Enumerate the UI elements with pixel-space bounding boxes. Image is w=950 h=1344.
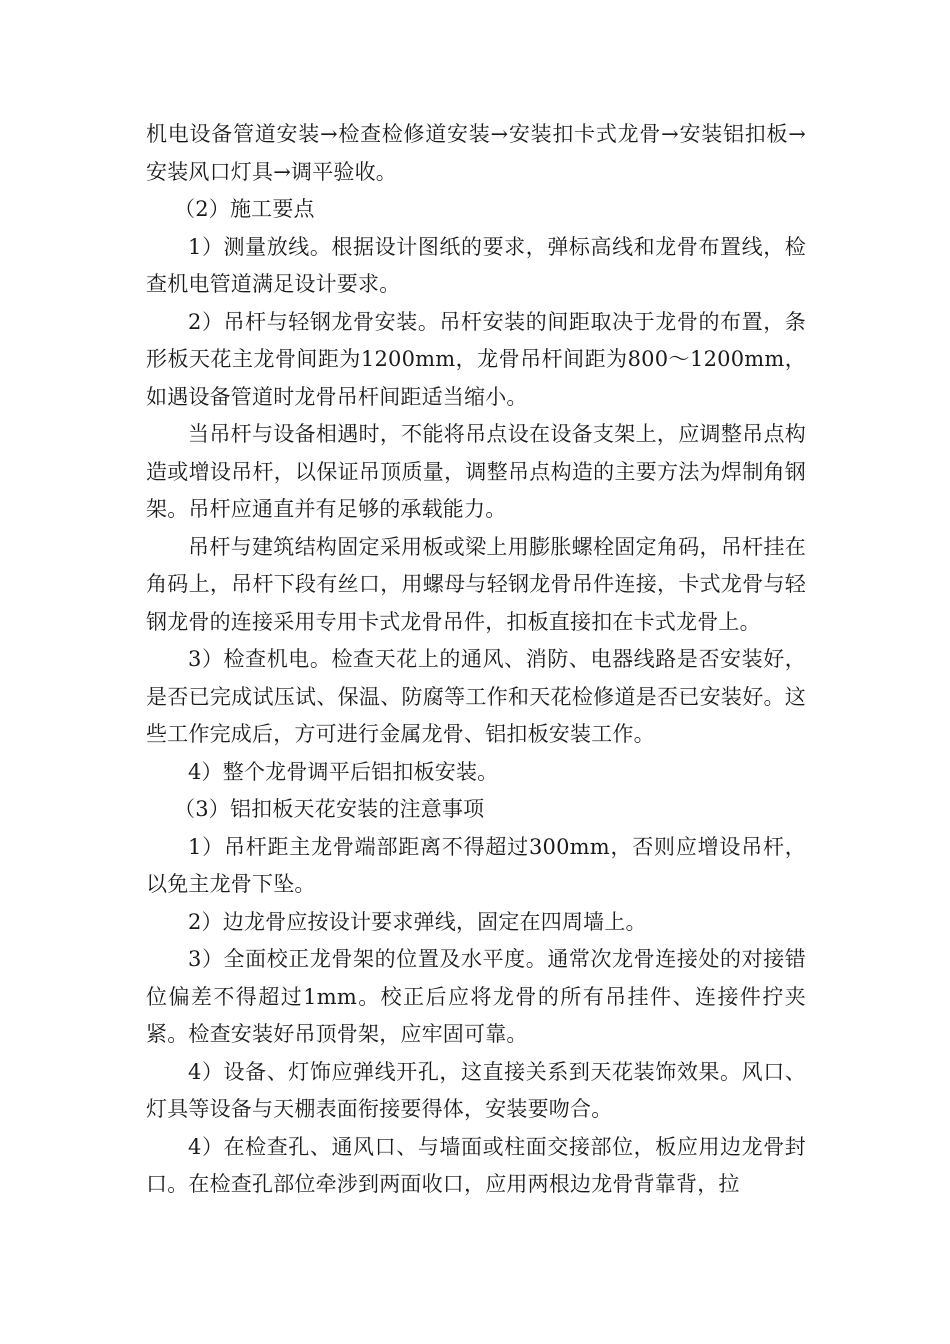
paragraph-hanger-equipment: 当吊杆与设备相遇时，不能将吊点设在设备支架上，应调整吊点构造或增设吊杆，以保证吊顶质量，调整吊点构造的主要方法为焊制角钢架。吊杆应通直并有足够的承载能力。 <box>146 422 806 521</box>
heading-precautions: （3）铝扣板天花安装的注意事项 <box>174 797 485 821</box>
paragraph-hanger-installation: 2）吊杆与轻钢龙骨安装。吊杆安装的间距取决于龙骨的布置，条形板天花主龙骨间距为1200mm，龙骨吊杆间距为800～1200mm，如遇设备管道时龙骨吊杆间距适当缩小。 <box>146 309 806 409</box>
document-body <box>146 116 806 1204</box>
paragraph-precaution-2: 2）边龙骨应按设计要求弹线，固定在四周墙上。 <box>188 909 647 934</box>
paragraph-precaution-5: 4）在检查孔、通风口、与墙面或柱面交接部位，板应用边龙骨封口。在检查孔部位牵涉到两面收口，应用两根边龙骨背靠背，拉 <box>146 1134 806 1196</box>
paragraph-survey-layout: 1）测量放线。根据设计图纸的要求，弹标高线和龙骨布置线，检查机电管道满足设计要求。 <box>146 234 806 296</box>
paragraph-precaution-4: 4）设备、灯饰应弹线开孔，这直接关系到天花装饰效果。风口、灯具等设备与天棚表面衔接要得体，安装要吻合。 <box>146 1059 806 1121</box>
paragraph-check-mep: 3）检查机电。检查天花上的通风、消防、电器线路是否安装好，是否已完成试压试、保温、防腐等工作和天花检修道是否已安装好。这些工作完成后，方可进行金属龙骨、铝扣板安装工作。 <box>146 647 806 746</box>
heading-construction-points: （2）施工要点 <box>174 197 315 221</box>
paragraph-panel-install: 4）整个龙骨调平后铝扣板安装。 <box>188 759 499 784</box>
paragraph-precaution-3: 3）全面校正龙骨架的位置及水平度。通常次龙骨连接处的对接错位偏差不得超过1mm。校正后应将龙骨的所有吊挂件、连接件拧夹紧。检查安装好吊顶骨架，应牢固可靠。 <box>146 947 806 1046</box>
paragraph-precaution-1: 1）吊杆距主龙骨端部距离不得超过300mm，否则应增设吊杆，以免主龙骨下坠。 <box>146 834 806 896</box>
paragraph-process-flow: 机电设备管道安装→检查检修道安装→安装扣卡式龙骨→安装铝扣板→安装风口灯具→调平验收。 <box>146 122 806 184</box>
paragraph-hanger-fixing: 吊杆与建筑结构固定采用板或梁上用膨胀螺栓固定角码，吊杆挂在角码上，吊杆下段有丝口，用螺母与轻钢龙骨吊件连接，卡式龙骨与轻钢龙骨的连接采用专用卡式龙骨吊件，扣板直接扣在卡式龙骨上。 <box>146 534 806 634</box>
